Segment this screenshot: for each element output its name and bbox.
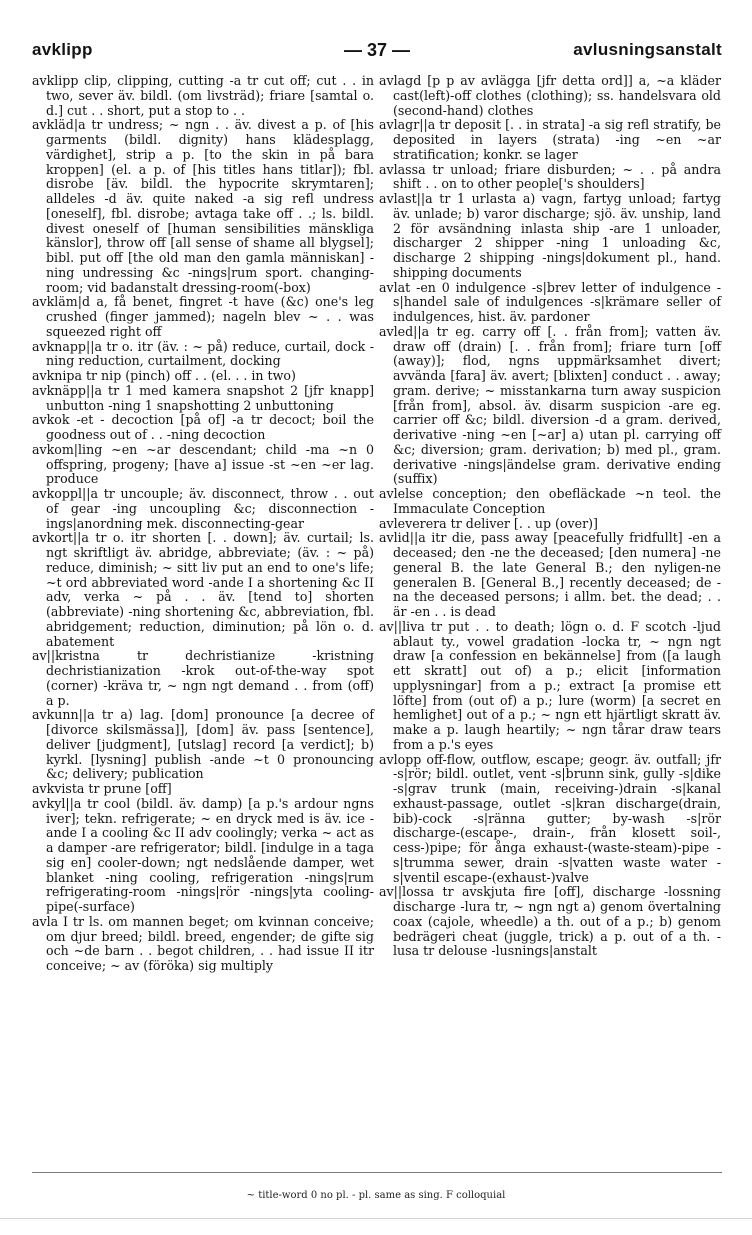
entry-avla: avla I tr ls. om mannen beget; om kvinnan conceive; om djur breed; bildl. breed, engender; de gifte sig och ~de barn . . begot children, . . had issue II itr conceive; ~ av (föröka) sig multiply [32, 913, 374, 973]
first-headword: avklipp [32, 40, 93, 59]
entry-avleda: avled||a tr eg. carry off [. . från from]; vatten äv. draw off (drain) [. . från from]; friare turn [off (away)]; flod, ngns uppmärksamhet divert; avvända [fara] äv. avert; [blixten] conduct . . away; gram. derive; ~ misstankarna turn away suspicion [från from], absol. äv. disarm suspicion -are eg. carrier off &c; bildl. diversion -d a gram. derived, derivative -ning ~en [~ar] a) utan pl. carrying off &c; diversion; gram. derivation; b) med pl., gram. derivative -nings|ändelse gram. derivative ending (suffix) [379, 323, 721, 487]
entry-avlossa: av||lossa tr avskjuta fire [off], discharge -lossning discharge -lura tr, ~ ngn ngt a) genom övertalning coax (cajole, wheedle) a th. out of a p.; b) genom bedrägeri cheat (juggle, trick) a p. out of a th. -lusa tr delouse -lusnings|anstalt [379, 884, 721, 959]
entry-avkristna: av||kristna tr dechristianize -kristning dechristianization -krok out-of-the-way spot (corner) -kräva tr, ~ ngn ngt demand . . from (off) a p. [32, 648, 374, 708]
entry-avlassa: avlassa tr unload; friare disburden; ~ . . på andra shift . . on to other people['s shoulders] [379, 161, 721, 192]
entry-avlat: avlat -en 0 indulgence -s|brev letter of indulgence -s|handel sale of indulgences -s|krämare seller of indulgences, hist. äv. pardoner [379, 279, 721, 324]
entry-avkok: avkok -et - decoction [på of] -a tr decoct; boil the goodness out of . . -ning decoction [32, 412, 374, 442]
entry-avknipa: avknipa tr nip (pinch) off . . (el. . . in two) [32, 368, 296, 383]
entry-avknappa: avknapp||a tr o. itr (äv. : ~ på) reduce, curtail, dock -ning reduction, curtailment, docking [32, 338, 374, 369]
entry-avlagd: avlagd [p p av avlägga [jfr detta ord]] a, ~a kläder cast(left)-off clothes (clothing); ss. handelsvara old (second-hand) clothes [379, 73, 721, 118]
page-header [32, 40, 722, 68]
entry-avleverera: avleverera tr deliver [. . up (over)] [379, 515, 598, 531]
footer-divider [32, 1172, 722, 1173]
page-edge-line [0, 1218, 752, 1219]
entry-avkomling: avkom|ling ~en ~ar descendant; child -ma ~n 0 offspring, progeny; [have a] issue -st ~en ~er lag. produce [32, 441, 374, 487]
entry-avliva: av||liva tr put . . to death; lögn o. d. F scotch -ljud ablaut ty., vowel gradation -locka tr, ~ ngn ngt draw [a confession en bekännelse] from ([a laugh ett skratt] out of) a p.; elicit [information upplysningar] from a p.; extract [a promise ett löfte] from (out of) a p.; lure (worm) [a secret en hemlighet] out of a p.; ~ ngn ett hjärtligt skratt äv. make a p. laugh heartily; ~ ngn tårar draw tears from a p.'s eyes [379, 618, 721, 752]
entry-avkorta: avkort||a tr o. itr shorten [. . down]; äv. curtail; ls. ngt skriftligt äv. abridge, abbreviate; (äv. : ~ på) reduce, diminish; ~ sitt liv put an end to one's life; ~t ord abbreviated word -ande I a shortening &c II adv, verka ~ på . . äv. [tend to] shorten (abbreviate) -ning shortening &c, abbreviation, fbl. abridgement; reduction, diminution; på lön o. d. abatement [32, 530, 374, 649]
entry-avlagra: avlagr||a tr deposit [. . in strata] -a sig refl stratify, be deposited in layers (strata) -ing ~en ~ar stratification; konkr. se lager [379, 117, 721, 162]
last-headword: avlusningsanstalt [573, 40, 722, 59]
right-column [379, 74, 721, 959]
entry-avknäppa: avknäpp||a tr 1 med kamera snapshot 2 [jfr knapp] unbutton -ning 1 snapshotting 2 unbuttoning [32, 382, 374, 413]
entry-avklämd: avkläm|d a, få benet, fingret -t have (&c) one's leg crushed (finger jammed); nageln blev ~ . . was squeezed right off [32, 294, 374, 339]
page-number: — 37 — [343, 40, 411, 60]
entry-avkvista: avkvista tr prune [off] [32, 781, 172, 796]
entry-avkunna: avkunn||a tr a) lag. [dom] pronounce [a decree of [divorce skilsmässa]], [dom] äv. pass [sentence], deliver [judgment], [utslag] record [a verdict]; b) kyrkl. [lysning] publish -ande ~t 0 pronouncing &c; delivery; publication [32, 707, 374, 782]
entry-avlopp: avlopp off-flow, outflow, escape; geogr. äv. outfall; jfr -s|rör; bildl. outlet, vent -s|brunn sink, gully -s|dike -s|grav trunk (main, receiving-)drain -s|kanal exhaust-passage, outlet -s|kran discharge(drain, bib)-cock -s|ränna gutter; by-wash -s|rör discharge-(escape-, drain-, från klosett soil-, cess-)pipe; för ånga exhaust-(waste-steam)-pipe -s|trumma sewer, drain -s|vatten waste water -s|ventil escape-(exhaust-)valve [379, 751, 721, 885]
left-column [32, 74, 374, 974]
entry-avklipp: avklipp clip, clipping, cutting -a tr cut off; cut . . in two, sever äv. bildl. (om livsträd); friare [samtal o. d.] cut . . short, put a stop to . . [32, 73, 374, 118]
entry-avkläda: avkläd|a tr undress; ~ ngn . . äv. divest a p. of [his garments (bildl. dignity) hans klädesplagg, värdighet], strip a p. [to the skin in på bara kroppen] (el. a p. of [his titles hans titlar]); fbl. disrobe [äv. bildl. the hypocrite skrymtaren]; alldeles -d äv. quite naked -a sig refl undress [oneself], fbl. disrobe; avtaga take off . .; ls. bildl. divest oneself of [human sensibilities mänskliga känslor], throw off [all sense of shame all blygsel]; bibl. put off [the old man den gamla människan] -ning undressing &c -nings|rum sport. changing-room; vid badanstalt dressing-room(-box) [32, 117, 374, 295]
entry-avkoppla: avkoppl||a tr uncouple; äv. disconnect, throw . . out of gear -ing uncoupling &c; disconnection -ings|anordning mek. disconnecting-gear [32, 486, 374, 531]
entry-avlelse: avlelse conception; den obefläckade ~n teol. the Immaculate Conception [379, 486, 721, 516]
entry-avkyla: avkyl||a tr cool (bildl. äv. damp) [a p.'s ardour ngns iver]; tekn. refrigerate; ~ en dryck med is äv. ice -ande I a cooling &c II adv coolingly; verka ~ act as a damper -are refrigerator; bildl. [indulge in a taga sig en] cooler-down; ngt nedslående damper, wet blanket -ning cooling, refrigeration -nings|rum refrigerating-room -nings|rör -nings|yta cooling-pipe(-surface) [32, 795, 374, 914]
abbreviation-key: ~ title-word 0 no pl. - pl. same as sing. F colloquial [246, 1190, 506, 1201]
entry-avlida: avlid||a itr die, pass away [peacefully fridfullt] -en a deceased; den -ne the deceased; [den numera] -ne general B. the late General B.; den nyligen-ne generalen B. [General B.,] recently deceased; de -na the deceased persons; i allm. bet. the dead; . . är -en . . is dead [379, 530, 721, 619]
entry-avlasta: avlast||a tr 1 urlasta a) vagn, fartyg unload; fartyg äv. unlade; b) varor discharge; sjö. äv. unship, land 2 för avsändning inlasta ship -are 1 unloader, discharger 2 shipper -ning 1 unloading &c, discharge 2 shipping -nings|dokument pl., hand. shipping documents [379, 191, 721, 280]
